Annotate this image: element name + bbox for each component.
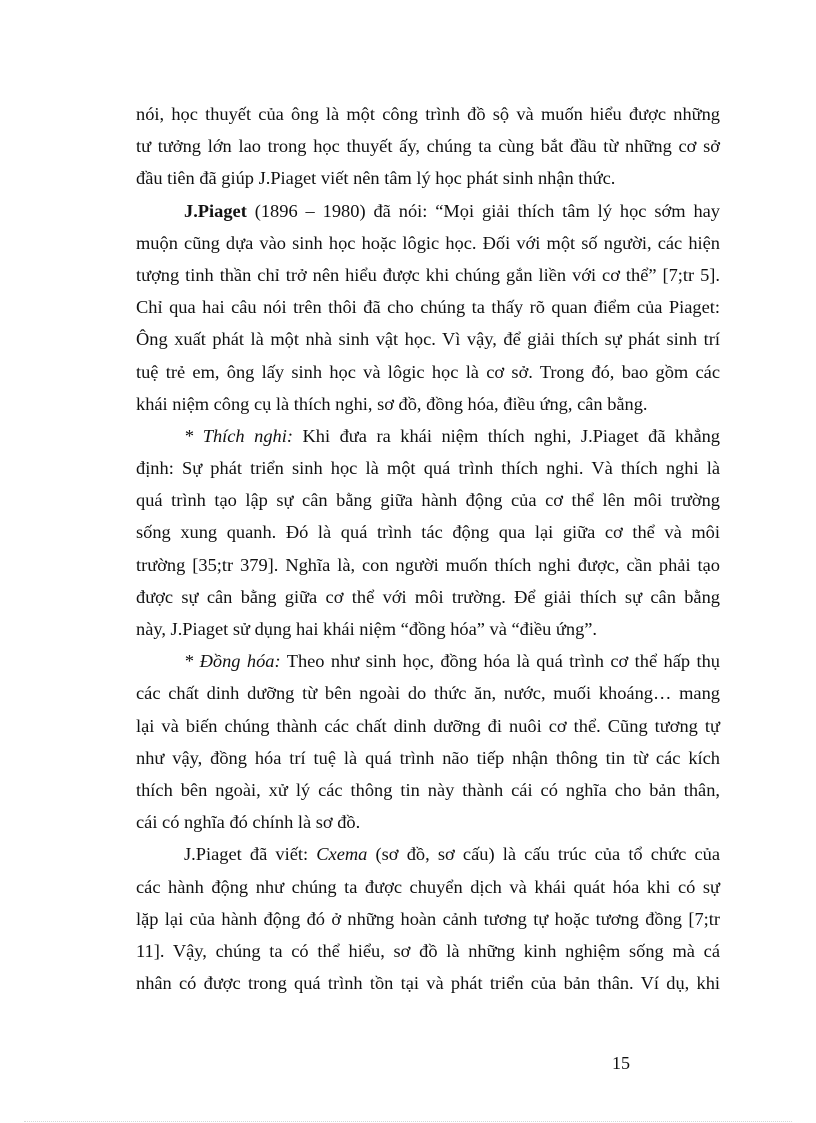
text-line: quá trình tạo lập sự cân bằng giữa hành động của cơ thể lên môi trường (136, 490, 720, 511)
text-run: (sơ đồ, sơ cấu) là cấu trúc của tổ chức của (367, 844, 720, 865)
text-line (136, 645, 720, 677)
text-line: khái niệm công cụ là thích nghi, sơ đồ, đồng hóa, điều ứng, cân bằng. (136, 393, 648, 414)
page-bottom-rule (24, 1121, 792, 1122)
text-line: tư tưởng lớn lao trong học thuyết ấy, chúng ta cùng bắt đầu từ những cơ sở (136, 136, 720, 157)
text-line: các hành động như chúng ta được chuyển dịch và khái quát hóa khi có sự (136, 876, 720, 897)
text-line (136, 838, 720, 870)
text-line: nói, học thuyết của ông là một công trình đồ sộ và muốn hiểu được những (136, 104, 720, 124)
term-heading: * Đồng hóa: (184, 651, 281, 672)
text-run: J.Piaget đã viết: (184, 844, 317, 865)
author-name: J.Piaget (184, 200, 247, 221)
text-run: (1896 – 1980) đã nói: “Mọi giải thích tâm lý học sớm hay (246, 200, 720, 221)
text-line: thích bên ngoài, xử lý các thông tin này thành cái có nghĩa cho bản thân, (136, 779, 720, 800)
text-line: muộn cũng dựa vào sinh học hoặc lôgic học. Đối với một số người, các hiện (136, 232, 720, 253)
text-line: sống xung quanh. Đó là quá trình tác động qua lại giữa cơ thể và môi (136, 522, 720, 543)
term-heading: * Thích nghi: (184, 425, 293, 446)
text-line: tuệ trẻ em, ông lấy sinh học và lôgic học là cơ sở. Trong đó, bao gồm các (136, 361, 720, 382)
text-line: như vậy, đồng hóa trí tuệ là quá trình não tiếp nhận thông tin từ các kích (136, 747, 720, 768)
text-line: này, J.Piaget sử dụng hai khái niệm “đồng hóa” và “điều ứng”. (136, 619, 598, 639)
body-text (136, 98, 720, 999)
text-line: lặp lại của hành động đó ở những hoàn cảnh tương tự hoặc tương đồng [7;tr (136, 908, 720, 929)
text-line: Chỉ qua hai câu nói trên thôi đã cho chúng ta thấy rõ quan điểm của Piaget: (136, 297, 720, 318)
text-line (136, 195, 720, 227)
text-line: 11]. Vậy, chúng ta có thể hiểu, sơ đồ là những kinh nghiệm sống mà cá (136, 940, 720, 961)
text-line: nhân có được trong quá trình tồn tại và phát triển của bản thân. Ví dụ, khi (136, 973, 720, 994)
text-line: đầu tiên đã giúp J.Piaget viết nên tâm lý học phát sinh nhận thức. (136, 168, 616, 189)
text-run: Khi đưa ra khái niệm thích nghi, J.Piaget đã khẳng (292, 425, 720, 446)
text-line: lại và biến chúng thành các chất dinh dưỡng đi nuôi cơ thể. Cũng tương tự (136, 715, 720, 736)
text-line (136, 420, 720, 452)
text-line: cái có nghĩa đó chính là sơ đồ. (136, 812, 361, 833)
text-run: Theo như sinh học, đồng hóa là quá trình cơ thể hấp thụ (280, 651, 721, 672)
text-line: định: Sự phát triển sinh học là một quá trình thích nghi. Và thích nghi là (136, 458, 720, 479)
text-line: tượng tinh thần chỉ trở nên hiểu được khi chúng gắn liền với cơ thể” [7;tr 5]. (136, 264, 720, 285)
term-italic: Cxema (316, 844, 368, 865)
text-line: các chất dinh dưỡng từ bên ngoài do thức ăn, nước, muối khoáng… mang (136, 683, 720, 704)
text-line: Ông xuất phát là một nhà sinh vật học. Vì vậy, để giải thích sự phát sinh trí (136, 329, 720, 350)
page-number: 15 (612, 1053, 630, 1073)
text-line: trường [35;tr 379]. Nghĩa là, con người muốn thích nghi được, cần phải tạo (136, 554, 720, 575)
text-line: được sự cân bằng giữa cơ thể với môi trường. Để giải thích sự cân bằng (136, 586, 720, 607)
